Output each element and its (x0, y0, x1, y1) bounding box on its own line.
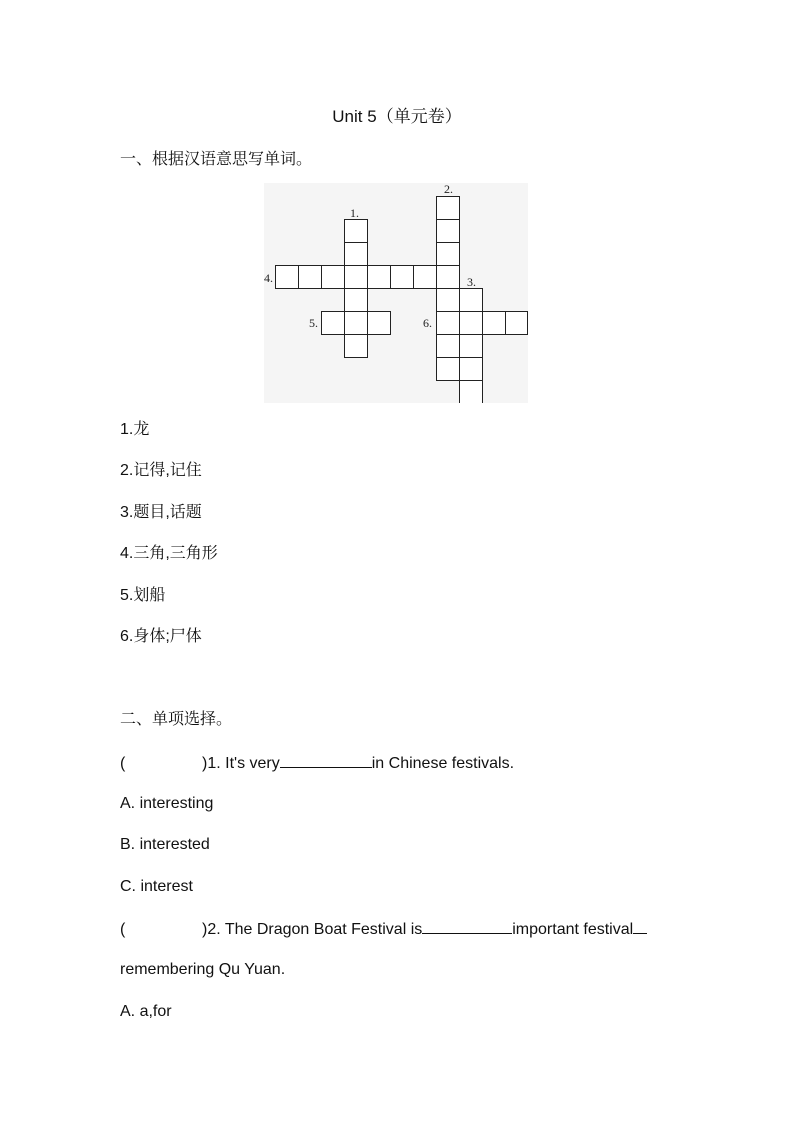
q2-option-a[interactable]: A. a,for (120, 1003, 172, 1020)
crossword-grid (264, 183, 528, 403)
crossword-cell[interactable] (368, 266, 391, 289)
crossword-cell[interactable] (345, 289, 368, 312)
question-2-text-before: )2. The Dragon Boat Festival is (202, 921, 423, 938)
q1-option-c[interactable]: C. interest (120, 878, 193, 895)
crossword-cell[interactable] (460, 358, 483, 381)
question-1-text-after: in Chinese festivals. (371, 755, 515, 772)
crossword-cell[interactable] (437, 220, 460, 243)
question-1 (120, 751, 514, 775)
q1-option-a[interactable]: A. interesting (120, 795, 214, 812)
clue-6: 6.身体;尸体 (120, 628, 202, 645)
answer-blank[interactable] (422, 917, 512, 934)
clue-1: 1.龙 (120, 421, 150, 438)
crossword-cell[interactable] (460, 312, 483, 335)
clue-5: 5.划船 (120, 587, 166, 604)
crossword-number-6: 6. (423, 316, 432, 330)
page-title: Unit 5（单元卷） (332, 107, 462, 126)
crossword-number-1: 1. (350, 206, 359, 220)
crossword-cell[interactable] (391, 266, 414, 289)
crossword-cell[interactable] (322, 312, 345, 335)
crossword-number-3: 3. (467, 275, 476, 289)
crossword-number-5: 5. (309, 316, 318, 330)
answer-paren[interactable]: ( (120, 755, 126, 772)
crossword-cell[interactable] (460, 381, 483, 404)
crossword-cell[interactable] (345, 220, 368, 243)
crossword-cell[interactable] (437, 358, 460, 381)
question-2 (120, 917, 647, 941)
crossword-cell[interactable] (299, 266, 322, 289)
crossword-cell[interactable] (437, 266, 460, 289)
crossword-cell[interactable] (437, 289, 460, 312)
crossword-cell[interactable] (460, 289, 483, 312)
clue-3: 3.题目,话题 (120, 504, 202, 521)
crossword-cell[interactable] (437, 312, 460, 335)
crossword-cell[interactable] (345, 335, 368, 358)
crossword-cell[interactable] (368, 312, 391, 335)
crossword-cell[interactable] (322, 266, 345, 289)
question-2-line-2: remembering Qu Yuan. (120, 961, 286, 978)
crossword-number-4: 4. (264, 271, 273, 285)
answer-blank[interactable] (633, 917, 647, 934)
answer-paren[interactable]: ( (120, 921, 126, 938)
crossword-cell[interactable] (345, 243, 368, 266)
clue-2: 2.记得,记住 (120, 462, 202, 479)
clue-4: 4.三角,三角形 (120, 545, 218, 562)
crossword-cell[interactable] (437, 243, 460, 266)
question-1-text-before: )1. It's very (202, 755, 280, 772)
crossword-cell[interactable] (437, 197, 460, 220)
crossword-cell[interactable] (460, 335, 483, 358)
crossword-cell[interactable] (483, 312, 506, 335)
crossword-cell[interactable] (276, 266, 299, 289)
section2-heading: 二、单项选择。 (120, 711, 233, 728)
crossword-cell[interactable] (506, 312, 528, 335)
crossword-cell[interactable] (414, 266, 437, 289)
crossword-puzzle (264, 183, 528, 403)
question-2-text-middle: important festival (512, 921, 634, 938)
section1-heading: 一、根据汉语意思写单词。 (120, 151, 313, 168)
crossword-cell[interactable] (437, 335, 460, 358)
crossword-cell[interactable] (345, 312, 368, 335)
crossword-number-2: 2. (444, 183, 453, 196)
crossword-cell[interactable] (345, 266, 368, 289)
answer-blank[interactable] (280, 751, 372, 768)
q1-option-b[interactable]: B. interested (120, 836, 210, 853)
